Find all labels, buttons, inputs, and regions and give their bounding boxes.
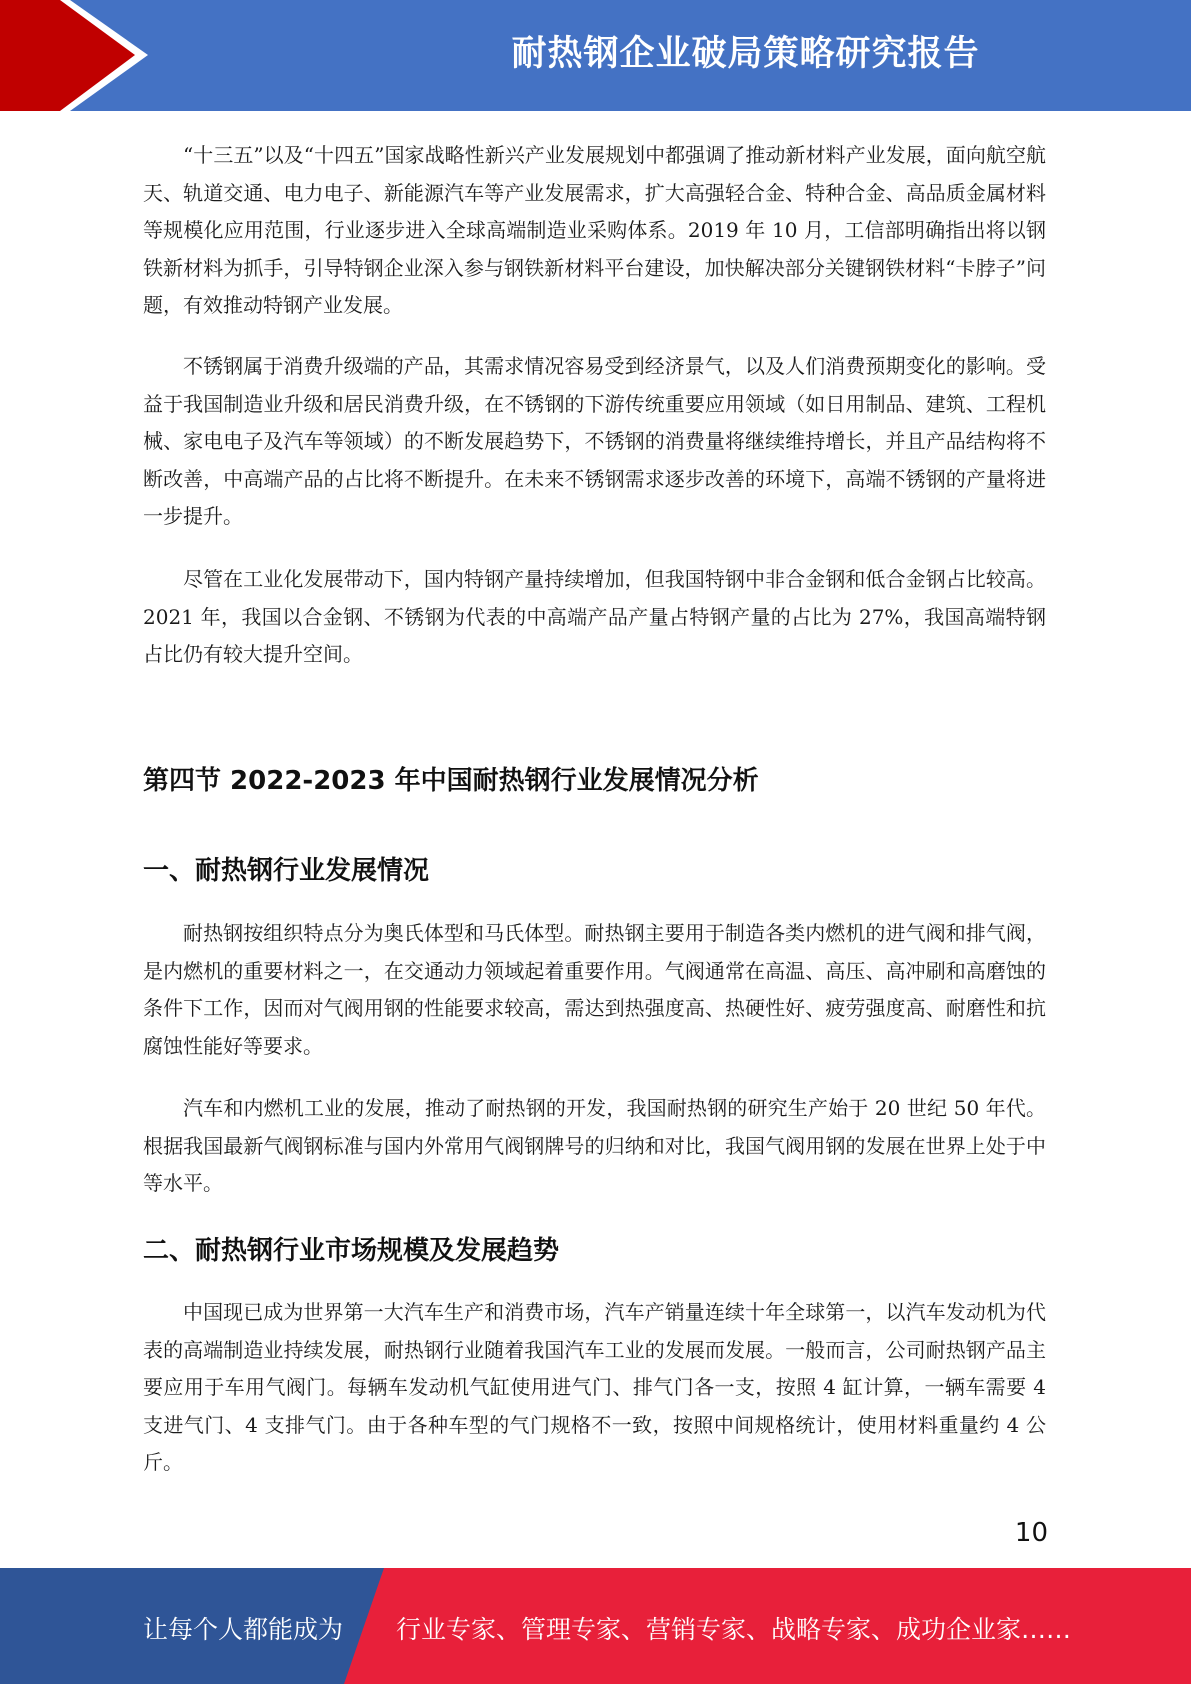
page-number: 10 — [1014, 1518, 1048, 1548]
paragraph-industry-history: 汽车和内燃机工业的发展，推动了耐热钢的开发，我国耐热钢的研究生产始于 20 世纪 50 年代。根据我国最新气阀钢标准与国内外常用气阀钢牌号的归纳和对比，我国气阀用钢的发展在世界上处于中等水平。 — [143, 1096, 1046, 1195]
paragraph-new-materials: “十三五”以及“十四五”国家战略性新兴产业发展规划中都强调了推动新材料产业发展，面向航空航天、轨道交通、电力电子、新能源汽车等产业发展需求，扩大高强轻合金、特种合金、高品质金属材料等规模化应用范围，行业逐步进入全球高端制造业采购体系。2019 年 10 月，工信部明确指出将以钢铁新材料为抓手，引导特钢企业深入参与钢铁新材料平台建设，加快解决部分关键钢铁材料“卡脖子”问题，有效推动特钢产业发展。 — [143, 143, 1046, 317]
paragraph-market-size: 中国现已成为世界第一大汽车生产和消费市场，汽车产销量连续十年全球第一，以汽车发动机为代表的高端制造业持续发展，耐热钢行业随着我国汽车工业的发展而发展。一般而言，公司耐热钢产品主要应用于车用气阀门。每辆车发动机气缸使用进气门、排气门各一支，按照 4 缸计算，一辆车需要 4 支进气门、4 支排气门。由于各种车型的气门规格不一致，按照中间规格统计，使用材料重量约 4 公斤。 — [143, 1300, 1046, 1474]
subsection-heading-development: 一、耐热钢行业发展情况 — [143, 856, 430, 886]
paragraph-stainless-steel: 不锈钢属于消费升级端的产品，其需求情况容易受到经济景气，以及人们消费预期变化的影响。受益于我国制造业升级和居民消费升级，在不锈钢的下游传统重要应用领域（如日用制品、建筑、工程机械、家电电子及汽车等领域）的不断发展趋势下，不锈钢的消费量将继续维持增长，并且产品结构将不断改善，中高端产品的占比将不断提升。在未来不锈钢需求逐步改善的环境下，高端不锈钢的产量将进一步提升。 — [143, 354, 1046, 528]
footer-banner — [0, 1568, 1191, 1684]
paragraph-special-steel: 尽管在工业化发展带动下，国内特钢产量持续增加，但我国特钢中非合金钢和低合金钢占比较高。2021 年，我国以合金钢、不锈钢为代表的中高端产品产量占特钢产量的占比为 27%，我国高端特钢占比仍有较大提升空间。 — [143, 567, 1046, 666]
header-banner — [0, 0, 1191, 111]
section-heading: 第四节 2022-2023 年中国耐热钢行业发展情况分析 — [143, 766, 759, 796]
footer-slogan-right: 行业专家、管理专家、营销专家、战略专家、成功企业家…… — [396, 1615, 1072, 1644]
subsection-heading-market: 二、耐热钢行业市场规模及发展趋势 — [143, 1236, 560, 1266]
paragraph-heat-resistant-steel: 耐热钢按组织特点分为奥氏体型和马氏体型。耐热钢主要用于制造各类内燃机的进气阀和排气阀，是内燃机的重要材料之一，在交通动力领域起着重要作用。气阀通常在高温、高压、高冲刷和高磨蚀的条件下工作，因而对气阀用钢的性能要求较高，需达到热强度高、热硬性好、疲劳强度高、耐磨性和抗腐蚀性能好等要求。 — [143, 921, 1046, 1058]
report-title: 耐热钢企业破局策略研究报告 — [511, 34, 980, 74]
footer-slogan-left: 让每个人都能成为 — [143, 1615, 344, 1644]
